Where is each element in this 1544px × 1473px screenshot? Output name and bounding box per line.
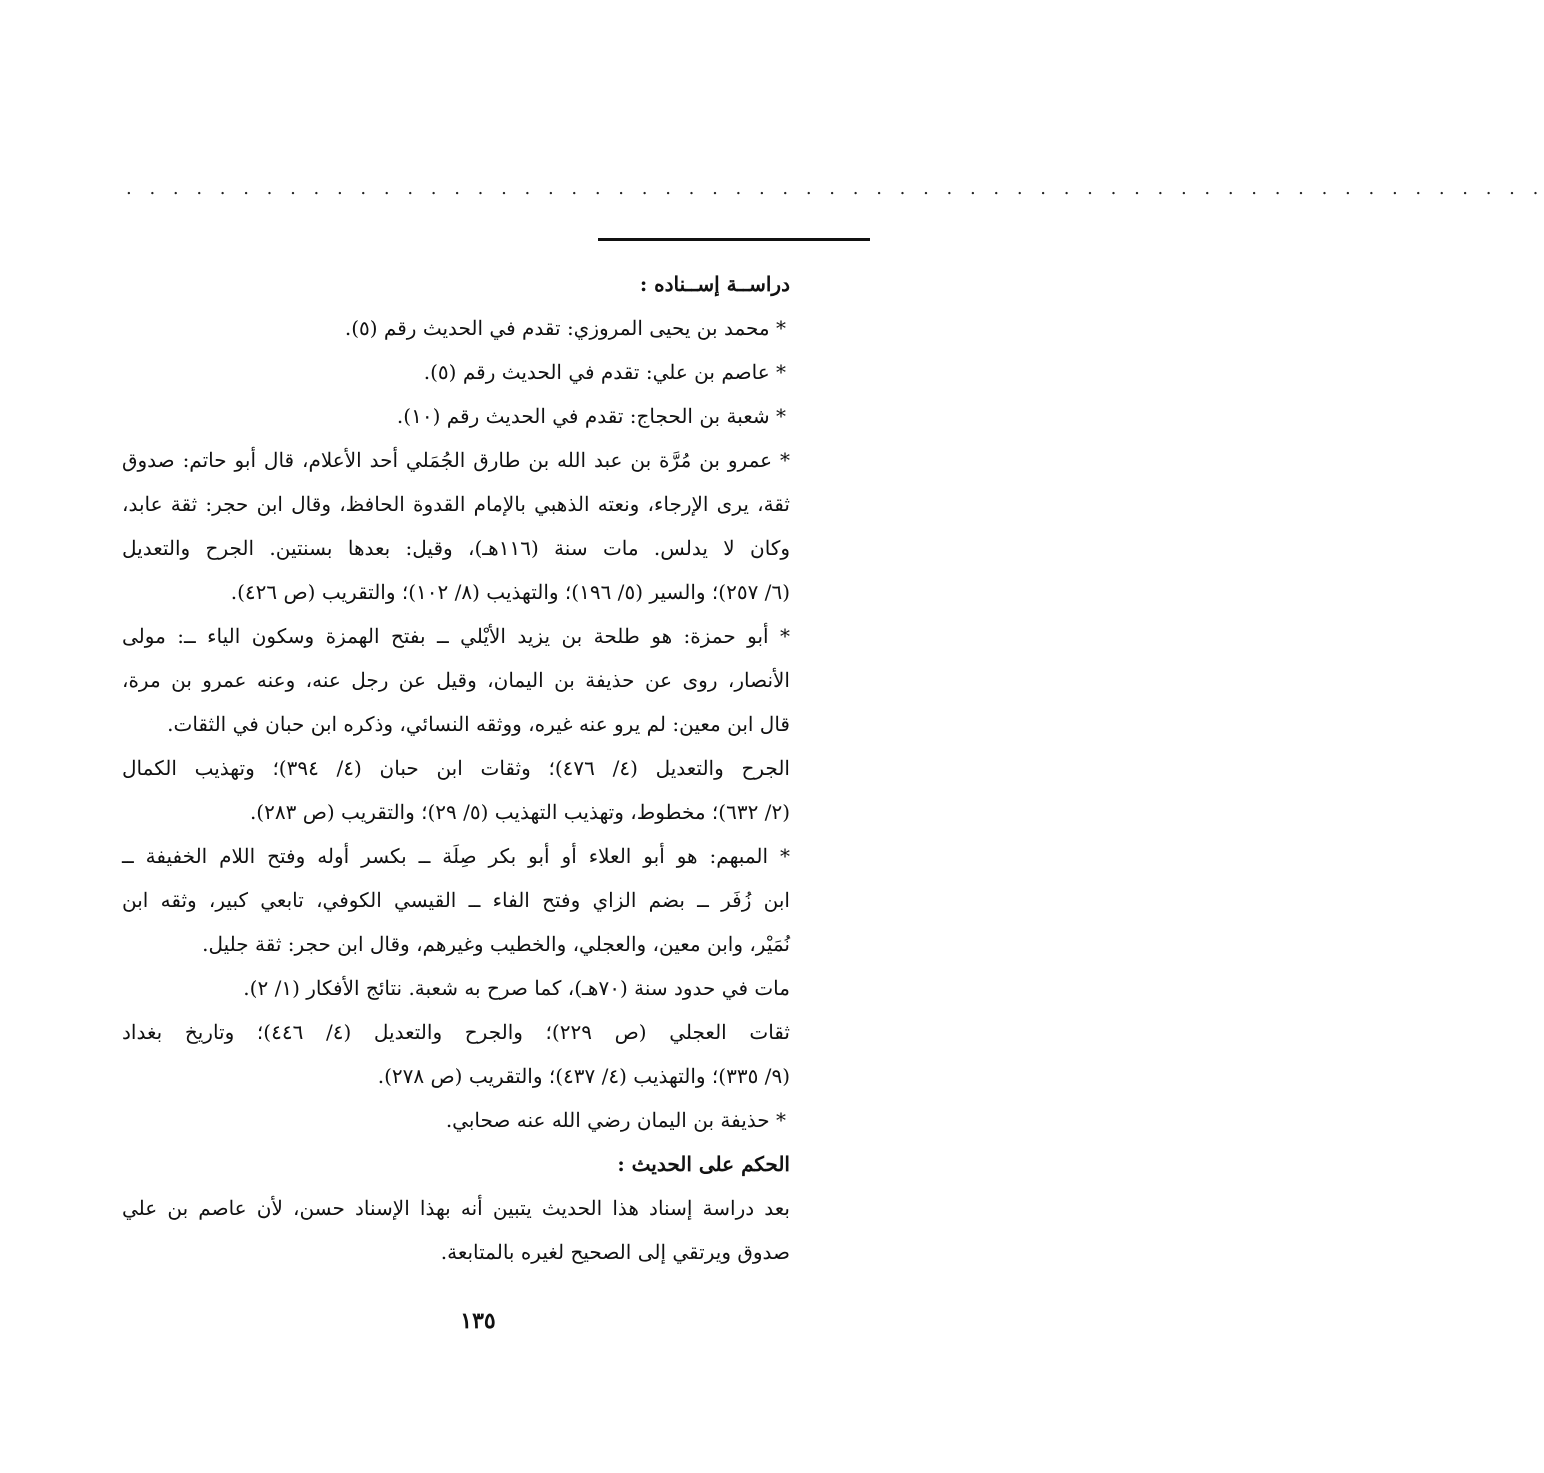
section-title: دراســة إســناده : <box>639 272 790 296</box>
narrator-line: * المبهم: هو أبو العلاء أو أبو بكر صِلَة ــ بكسر أوله وفتح اللام الخفيفة ــ <box>122 844 790 868</box>
narrator-line: ثقات العجلي (ص ٢٢٩)؛ والجرح والتعديل (٤/ ٤٤٦)؛ وتاريخ بغداد <box>122 1020 790 1044</box>
narrator-line: الأنصار، روى عن حذيفة بن اليمان، وقيل عن رجل عنه، وعنه عمرو بن مرة، <box>122 668 790 692</box>
narrator-line: * محمد بن يحيى المروزي: تقدم في الحديث رقم (٥). <box>344 316 786 340</box>
narrator-line: نُمَيْر، وابن معين، والعجلي، والخطيب وغيرهم، وقال ابن حجر: ثقة جليل. <box>202 932 790 956</box>
narrator-line: قال ابن معين: لم يرو عنه غيره، ووثقه النسائي، وذكره ابن حبان في الثقات. <box>167 712 790 736</box>
page-number: ١٣٥ <box>460 1308 496 1334</box>
page-body <box>122 262 790 1274</box>
narrator-line: مات في حدود سنة (٧٠هـ)، كما صرح به شعبة. نتائج الأفكار (١/ ٢). <box>243 976 790 1000</box>
dotted-separator: . . . . . . . . . . . . . . . . . . . . . . . . . . . . . . . . . . . . . . . . . . . . . . . . . . . . . . . . . . . . . <box>126 178 1544 199</box>
ruling-line: صدوق ويرتقي إلى الصحيح لغيره بالمتابعة. <box>440 1240 790 1264</box>
narrator-line: ابن زُفَر ــ بضم الزاي وفتح الفاء ــ القيسي الكوفي، تابعي كبير، وثقه ابن <box>122 888 790 912</box>
narrator-line: * أبو حمزة: هو طلحة بن يزيد الأيْلي ــ بفتح الهمزة وسكون الياء ــ: مولى <box>122 624 791 648</box>
narrator-line: (٢/ ٦٣٢)؛ مخطوط، وتهذيب التهذيب (٥/ ٢٩)؛ والتقريب (ص ٢٨٣). <box>249 800 790 824</box>
narrator-line: * عمرو بن مُرَّة بن عبد الله بن طارق الجُمَلي أحد الأعلام، قال أبو حاتم: صدوق <box>122 448 790 472</box>
narrator-line: (٩/ ٣٣٥)؛ والتهذيب (٤/ ٤٣٧)؛ والتقريب (ص ٢٧٨). <box>377 1064 790 1088</box>
narrator-line: (٦/ ٢٥٧)؛ والسير (٥/ ١٩٦)؛ والتهذيب (٨/ ١٠٢)؛ والتقريب (ص ٤٢٦). <box>230 580 790 604</box>
narrator-line: * شعبة بن الحجاج: تقدم في الحديث رقم (١٠). <box>396 404 786 428</box>
ruling-line: بعد دراسة إسناد هذا الحديث يتبين أنه بهذا الإسناد حسن، لأن عاصم بن علي <box>122 1196 790 1220</box>
narrator-line: الجرح والتعديل (٤/ ٤٧٦)؛ وثقات ابن حبان (٤/ ٣٩٤)؛ وتهذيب الكمال <box>122 756 790 780</box>
narrator-line: ثقة، يرى الإرجاء، ونعته الذهبي بالإمام القدوة الحافظ، وقال ابن حجر: ثقة عابد، <box>122 492 790 516</box>
narrator-line: * حذيفة بن اليمان رضي الله عنه صحابي. <box>445 1108 786 1132</box>
narrator-line: وكان لا يدلس. مات سنة (١١٦هـ)، وقيل: بعدها بسنتين. الجرح والتعديل <box>122 536 791 560</box>
footnote-rule <box>598 238 870 241</box>
narrator-line: * عاصم بن علي: تقدم في الحديث رقم (٥). <box>423 360 786 384</box>
ruling-title: الحكم على الحديث : <box>617 1152 790 1176</box>
